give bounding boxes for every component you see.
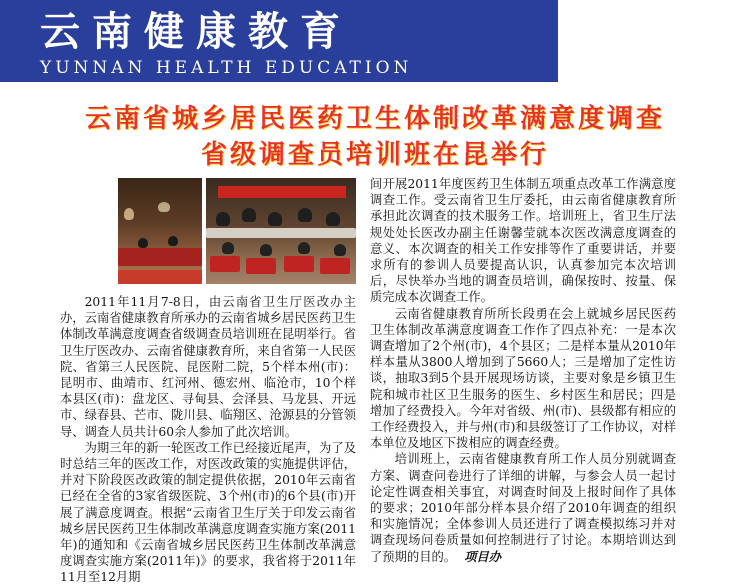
masthead-title: 云南健康教育 (40, 9, 352, 55)
article-headline-line2: 省级调查员培训班在昆举行 (200, 140, 549, 170)
article-headline-line1: 云南省城乡居民医药卫生体制改革满意度调查 (84, 104, 665, 134)
article-paragraph: 云南省健康教育所所长段勇在会上就城乡居民医药卫生体制改革满意度调查工作作了四点补充：一是本次调查增加了2个州(市)，4个县区；二是样本量从2010年样本量从3800人增加到了5660人；三是增加了定性访谈，抽取3到5个县开展现场访谈，主要对象是乡镇卫生院和城市社区卫生服务的医生、乡村医生和居民；四是增加了经费投入。今年对省级、州(市)、县级都有相应的工作经费投入，并与州(市)和县级签订了工作协议，对样本单位及地区下拨相应的调查经费。 (370, 306, 676, 451)
article-left-column (60, 294, 356, 586)
article-paragraph-text: 培训班上，云南省健康教育所工作人员分别就调查方案、调查问卷进行了详细的讲解，与参会人员一起讨论定性调查相关事宜，对调查时间及上报时间作了具体的要求；2010年部分样本县介绍了2010年调查的组织和实施情况；全体参训人员还进行了调查模拟练习并对调查现场问卷质量如何控制进行了讨论。本期培训达到了预期的目的。 (370, 452, 676, 564)
article-signature: 项目办 (464, 549, 501, 564)
article-paragraph: 2011年11月7-8日，由云南省卫生厅医改办主办，云南省健康教育所承办的云南省城乡居民医药卫生体制改革满意度调查省级调查员培训班在昆明举行。省卫生厅医改办、云南省健康教育所，来自省第一人民医院、省第三人民医院、昆医附二院，5个样本州(市)：昆明市、曲靖市、红河州、德宏州、临沧市，10个样本县区(市)：盘龙区、寻甸县、会泽县、马龙县、开远市、绿春县、芒市、陇川县、临翔区、沧源县的分管领导、调查人员共计60余人参加了此次培训。 (60, 295, 356, 439)
masthead-subtitle: YUNNAN HEALTH EDUCATION (40, 58, 413, 78)
meeting-hall-photo-icon (118, 178, 202, 284)
training-session-photo-icon (206, 178, 356, 284)
masthead (0, 0, 558, 82)
article-paragraph: 间开展2011年度医药卫生体制五项重点改革工作满意度调查工作。受云南省卫生厅委托，由云南省健康教育所承担此次调查的技术服务工作。培训班上，省卫生厅法规处处长医改办副主任谢馨莹就本次医改满意度调查的意义、本次调查的相关工作安排等作了重要讲话，并要求所有的参训人员要提高认识，认真参加完本次培训后，尽快举办当地的调查员培训，确保按时、按量、保质完成本次调查工作。 (370, 177, 676, 305)
article-right-column (370, 176, 676, 565)
article-paragraph (370, 451, 676, 564)
article-paragraph: 为期三年的新一轮医改工作已经接近尾声，为了及时总结三年的医改工作，对医改政策的实施提供评估，并对下阶段医改政策的制定提供依据，2010年云南省已经在全省的3家省级医院、3个州(市)的6个县(市)开展了满意度调查。根据“云南省卫生厅关于印发云南省城乡居民医药卫生体制改革满意度调查实施方案(2011年)的通知和《云南省城乡居民医药卫生体制改革满意度调查实施方案(2011年)》的要求，我省将于2011年11月至12月期 (60, 440, 356, 585)
